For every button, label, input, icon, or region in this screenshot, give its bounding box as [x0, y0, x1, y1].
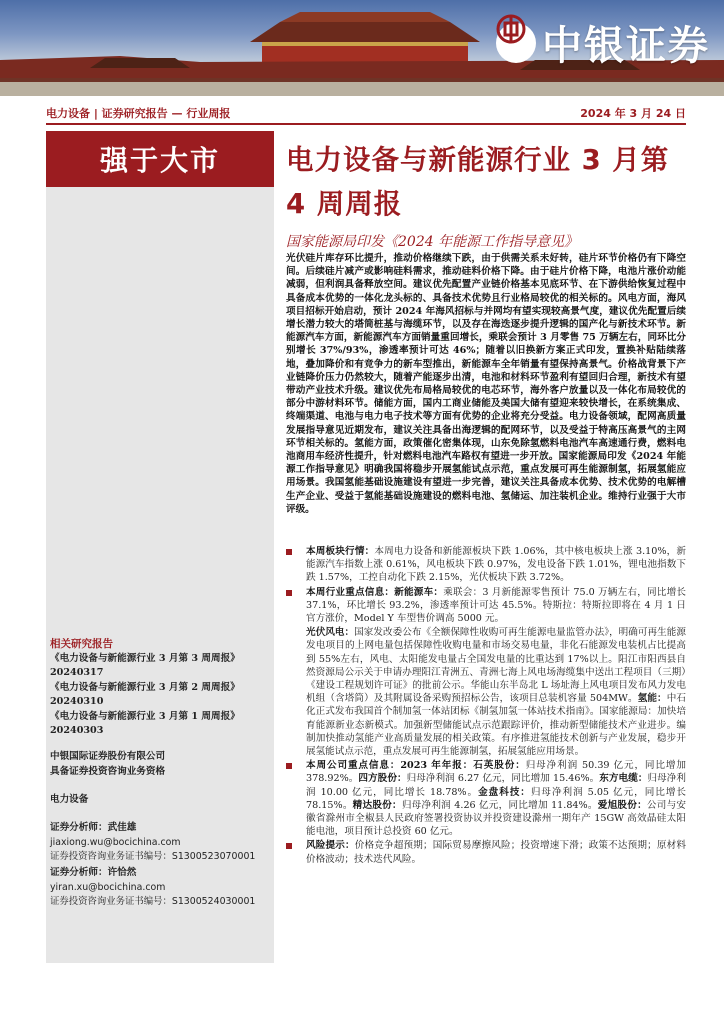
company-label: 四方股份： — [358, 773, 407, 785]
industry-subitem — [286, 626, 686, 758]
bullet-text: 本周电力设备和新能源板块下跌 1.06%，其中核电板块上涨 3.10%，新能源汽车指数上涨 0.61%，风电板块下跌 0.97%，发电设备下跌 1.01%，锂电池指数下跌 1.57%，工控自动化下跌 2.15%，光伏板块下跌 3.72%。 — [306, 546, 686, 584]
subitem-text: 中石化正式发布我国首个制加氢一体站团标《制氢加氢一体站技术指南》。国家能源局：加快培育能源新业态新模式。加强新型储能试点示范跟踪评价，推动新型储能技术产业进步。编制加快推动氢能产业高质量发展的相关政策。有序推进氢能技术创新与产业发展，稳步开展氢能试点示范，重点发展可再生能源制氢，拓展氢能应用场景。 — [306, 693, 687, 758]
bullet-text: 价格竞争超预期；国际贸易摩擦风险；投资增速下滑；政策不达预期；原材料价格波动；技术迭代风险。 — [306, 840, 687, 865]
related-reports-title: 相关研究报告 — [50, 638, 113, 650]
header-banner — [0, 0, 724, 96]
boc-logo-icon — [496, 23, 536, 63]
company-label: 精达股份： — [352, 799, 402, 811]
company-text: 归母净利润 10.00 亿元，同比增长 18.78%。 — [306, 773, 687, 798]
bullet-label: 本周公司重点信息：2023 年年报：石英股份： — [306, 760, 526, 772]
bullet-text: 乘联会：3 月新能源零售预计 75.0 万辆左右，同比增长 37.1%，环比增长 93.2%，渗透率预计可达 45.5%。特斯拉：特斯拉即将在 4 月 1 日官方涨价，Model Y 车型售价调高 5000 元。 — [306, 586, 686, 625]
analyst-email[interactable]: jiaxiong.wu@bocichina.com — [50, 836, 181, 848]
report-date: 2024 年 3 月 24 日 — [580, 107, 686, 120]
firm-name: 中银国际证券股份有限公司 — [50, 751, 166, 762]
bullet-company — [286, 759, 686, 838]
related-report-title[interactable]: 《电力设备与新能源行业 3 月第 2 周周报》 — [50, 681, 240, 693]
subitem-text: 国家发改委公布《全额保障性收购可再生能源电量监管办法》，明确可再生能源发电项目的上网电量包括保障性收购电量和市场交易电量，非化石能源发电装机占比提高到 55%左右，风电、太阳能发电量占全国发电量的比重达到 17%以上。阳江市阳西县自然资源局公示关于申请办理阳江青洲五、青洲七海上风电场海缆集中送出工程项目（三期）《建设工程规划许可证》的批前公示。华能山东半岛北 L 场址海上风电项目发布风力发电机组（含塔筒）及其附属设备采购预招标公告，该项目总装机容量 504MW。 — [306, 627, 687, 705]
summary-paragraph: 光伏硅片库存环比提升，推动价格继续下跌，由于供需关系未好转，硅片环节价格仍有下降空间。后续硅片减产或影响硅料需求，推动硅料价格下降。由于硅片价格下降，电池片涨价动能减弱，但利润具备释放空间。建议优先配置产业链价格基本见底环节、在下游供给恢复过程中具备成本优势的一体化龙头标的、具备技术优势且行业格局较优的相关标的。风电方面，海风项目招标开始启动，预计 2024 年海风招标与并网均有望实现较高景气度，建议优先配置后续增长潜力较大的塔筒桩基与海缆环节，以及存在海迭逐步提升逻辑的国产化与新技术环节。新能源汽车方面，新能源汽车方面销量重回增长，乘联会预计 3 月零售 75 万辆左右，同环比分别增长 37%/93%，渗透率预计可达 46%；随着以旧换新方案正式印发，置换补贴陆续落地，叠加降价和有竞争力的新车型推出，新能源车全年销量有望保持高景气。价格战背景下产业链降价压力仍然较大，随着产能逐步出清，电池和材料环节盈利有望回归合理，新技术有望带动产业技术升级。建议优先布局格局较优的电芯环节，海外客户放量以及一体化布局较优的部分中游材料环节。储能方面，国内工商业储能及美国大储有望迎来较快增长，在系统集成、终端渠道、电池与电力电子技术等方面有优势的企业将充分受益。电力设备领域，配网高质量发展指导意见近期发布，建议关注具备出海逻辑的配网环节，以及受益于特高压高景气的主网环节相关标的。氢能方面，政策催化密集体现，山东免除氢燃料电池汽车高速通行费，燃料电池商用车经济性提升，针对燃料电池汽车路权有望进一步开放。国家能源局印发《2024 年能源工作指导意见》明确我国将稳步开展氢能试点示范，重点发展可再生能源制氢，拓展氢能应用场景。我国氢能基础设施建设有望进一步完善，建议关注具备成本优势、技术优势的电解槽生产企业、受益于氢能基础设施建设的燃料电池、氢储运、加注装机企业。维持行业强于大市评级。 — [286, 253, 686, 515]
analyst-cert: 证券投资咨询业务证书编号：S1300524030001 — [50, 896, 256, 907]
bullet-label: 本周行业重点信息：新能源车： — [306, 586, 444, 598]
analyst-email[interactable]: yiran.xu@bocichina.com — [50, 881, 166, 893]
company-text: 公司与安徽省滁州市全椒县人民政府签署投资协议并投资建设滁州一期年产 15GW 高效晶硅太阳能电池，项目预计总投资 60 亿元。 — [306, 799, 687, 838]
bullet-square-icon — [286, 843, 292, 849]
company-text: 归母净利润 6.27 亿元，同比增加 15.46%。 — [406, 773, 600, 785]
bullet-industry — [286, 586, 686, 626]
analyst-2 — [50, 866, 272, 910]
key-points — [286, 545, 686, 867]
company-label: 金盘科技： — [478, 786, 531, 798]
company-text: 归母净利润 5.05 亿元，同比增长 78.15%。 — [306, 786, 686, 811]
related-report-date: 20240317 — [50, 667, 104, 678]
analyst-name: 武佳雄 — [107, 822, 137, 833]
firm-qualification: 具备证券投资咨询业务资格 — [50, 765, 166, 777]
analyst-cert: 证券投资咨询业务证书编号：S1300523070001 — [50, 851, 256, 862]
bullet-square-icon — [286, 590, 292, 596]
analyst-label: 证券分析师： — [50, 822, 108, 833]
bullet-text: 归母净利润 50.39 亿元，同比增加 378.92%。 — [306, 760, 686, 785]
company-text: 归母净利润 4.26 亿元，同比增加 11.84%。 — [401, 799, 598, 811]
bullet-square-icon — [286, 549, 292, 555]
rating-box — [46, 131, 274, 187]
sector-name: 电力设备 — [50, 794, 89, 805]
company-label: 东方电缆： — [599, 773, 648, 785]
firm-info — [50, 750, 272, 779]
brand-logo — [496, 14, 710, 71]
header-divider — [46, 123, 686, 125]
report-subheader — [46, 104, 686, 122]
related-reports — [50, 637, 272, 739]
bullet-market — [286, 545, 686, 585]
subitem-label: 光伏风电： — [306, 627, 355, 639]
sector-label — [50, 793, 272, 808]
related-report-title[interactable]: 《电力设备与新能源行业 3 月第 3 周周报》 — [50, 652, 240, 664]
related-report-title[interactable]: 《电力设备与新能源行业 3 月第 1 周周报》 — [50, 710, 240, 722]
brand-name: 中银证券 — [542, 23, 710, 69]
bullet-label: 本周板块行情： — [306, 546, 375, 557]
related-report-date: 20240310 — [50, 696, 104, 707]
subitem-label: 氢能： — [637, 693, 667, 705]
report-title: 电力设备与新能源行业 3 月第 4 周周报 — [286, 144, 670, 220]
report-category: 电力设备 | 证券研究报告 — 行业周报 — [46, 107, 231, 120]
rating-label: 强于大市 — [99, 144, 220, 177]
analyst-label: 证券分析师： — [50, 867, 108, 878]
analyst-name: 许恰然 — [107, 867, 137, 878]
bullet-square-icon — [286, 763, 292, 769]
report-subtitle: 国家能源局印发《2024 年能源工作指导意见》 — [286, 234, 579, 250]
related-report-date: 20240303 — [50, 725, 104, 736]
sidebar — [46, 187, 274, 963]
bullet-risk — [286, 839, 686, 865]
company-label: 爱旭股份： — [597, 799, 647, 811]
bullet-label: 风险提示： — [306, 840, 355, 852]
analyst-1 — [50, 821, 272, 865]
